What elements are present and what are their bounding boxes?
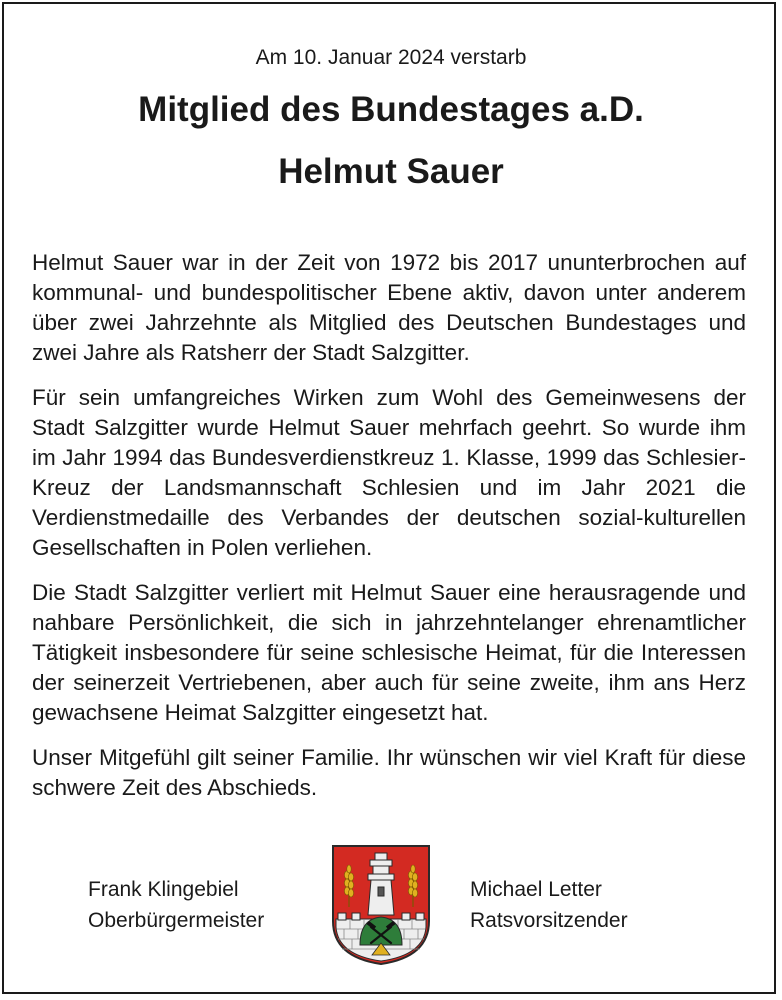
- paragraph-tribute: Die Stadt Salzgitter verliert mit Helmut Sauer eine herausragende und nahbare Persönlichkeit, die sich in jahrzehntelanger ehrenamtlicher Tätigkeit insbesondere für seine schlesische Heimat, für die Interessen der seinerzeit Vertriebenen, aber auch für seine zweite, ihm ans Herz gewachsene Heimat Salzgitter eingesetzt hat.: [32, 580, 746, 725]
- signature-mayor: [88, 874, 264, 936]
- signature-name: Michael Letter: [470, 878, 602, 901]
- notice-intro: Am 10. Januar 2024 verstarb: [255, 46, 527, 69]
- signature-role: Ratsvorsitzender: [470, 909, 628, 932]
- paragraph-condolence: Unser Mitgefühl gilt seiner Familie. Ihr wünschen wir viel Kraft für diese schwere Zeit des Abschieds.: [32, 745, 746, 800]
- signature-role: Oberbürgermeister: [88, 909, 265, 932]
- paragraph-honors: Für sein umfangreiches Wirken zum Wohl des Gemeinwesens der Stadt Salzgitter wurde Helmut Sauer mehrfach geehrt. So wurde ihm im Jahr 1994 das Bundesverdienstkreuz 1. Klasse, 1999 das Schlesier-Kreuz der Landsmannschaft Schlesien und im Jahr 2021 die Verdienstmedaille des Verbandes der deutschen sozial-kulturellen Gesellschaften in Polen verliehen.: [32, 385, 746, 560]
- signature-council-chair: [470, 874, 628, 936]
- salzgitter-coat-of-arms-icon: [330, 843, 432, 967]
- notice-title: Mitglied des Bundestages a.D.: [138, 90, 644, 129]
- paragraph-career: Helmut Sauer war in der Zeit von 1972 bis 2017 ununterbrochen auf kommunal- und bundespolitischer Ebene aktiv, davon unter anderem über zwei Jahrzehnte als Mitglied des Deutschen Bundestages und zwei Jahre als Ratsherr der Stadt Salzgitter.: [32, 250, 746, 365]
- deceased-name: Helmut Sauer: [278, 152, 504, 191]
- signature-name: Frank Klingebiel: [88, 878, 239, 901]
- notice-body: [32, 248, 746, 818]
